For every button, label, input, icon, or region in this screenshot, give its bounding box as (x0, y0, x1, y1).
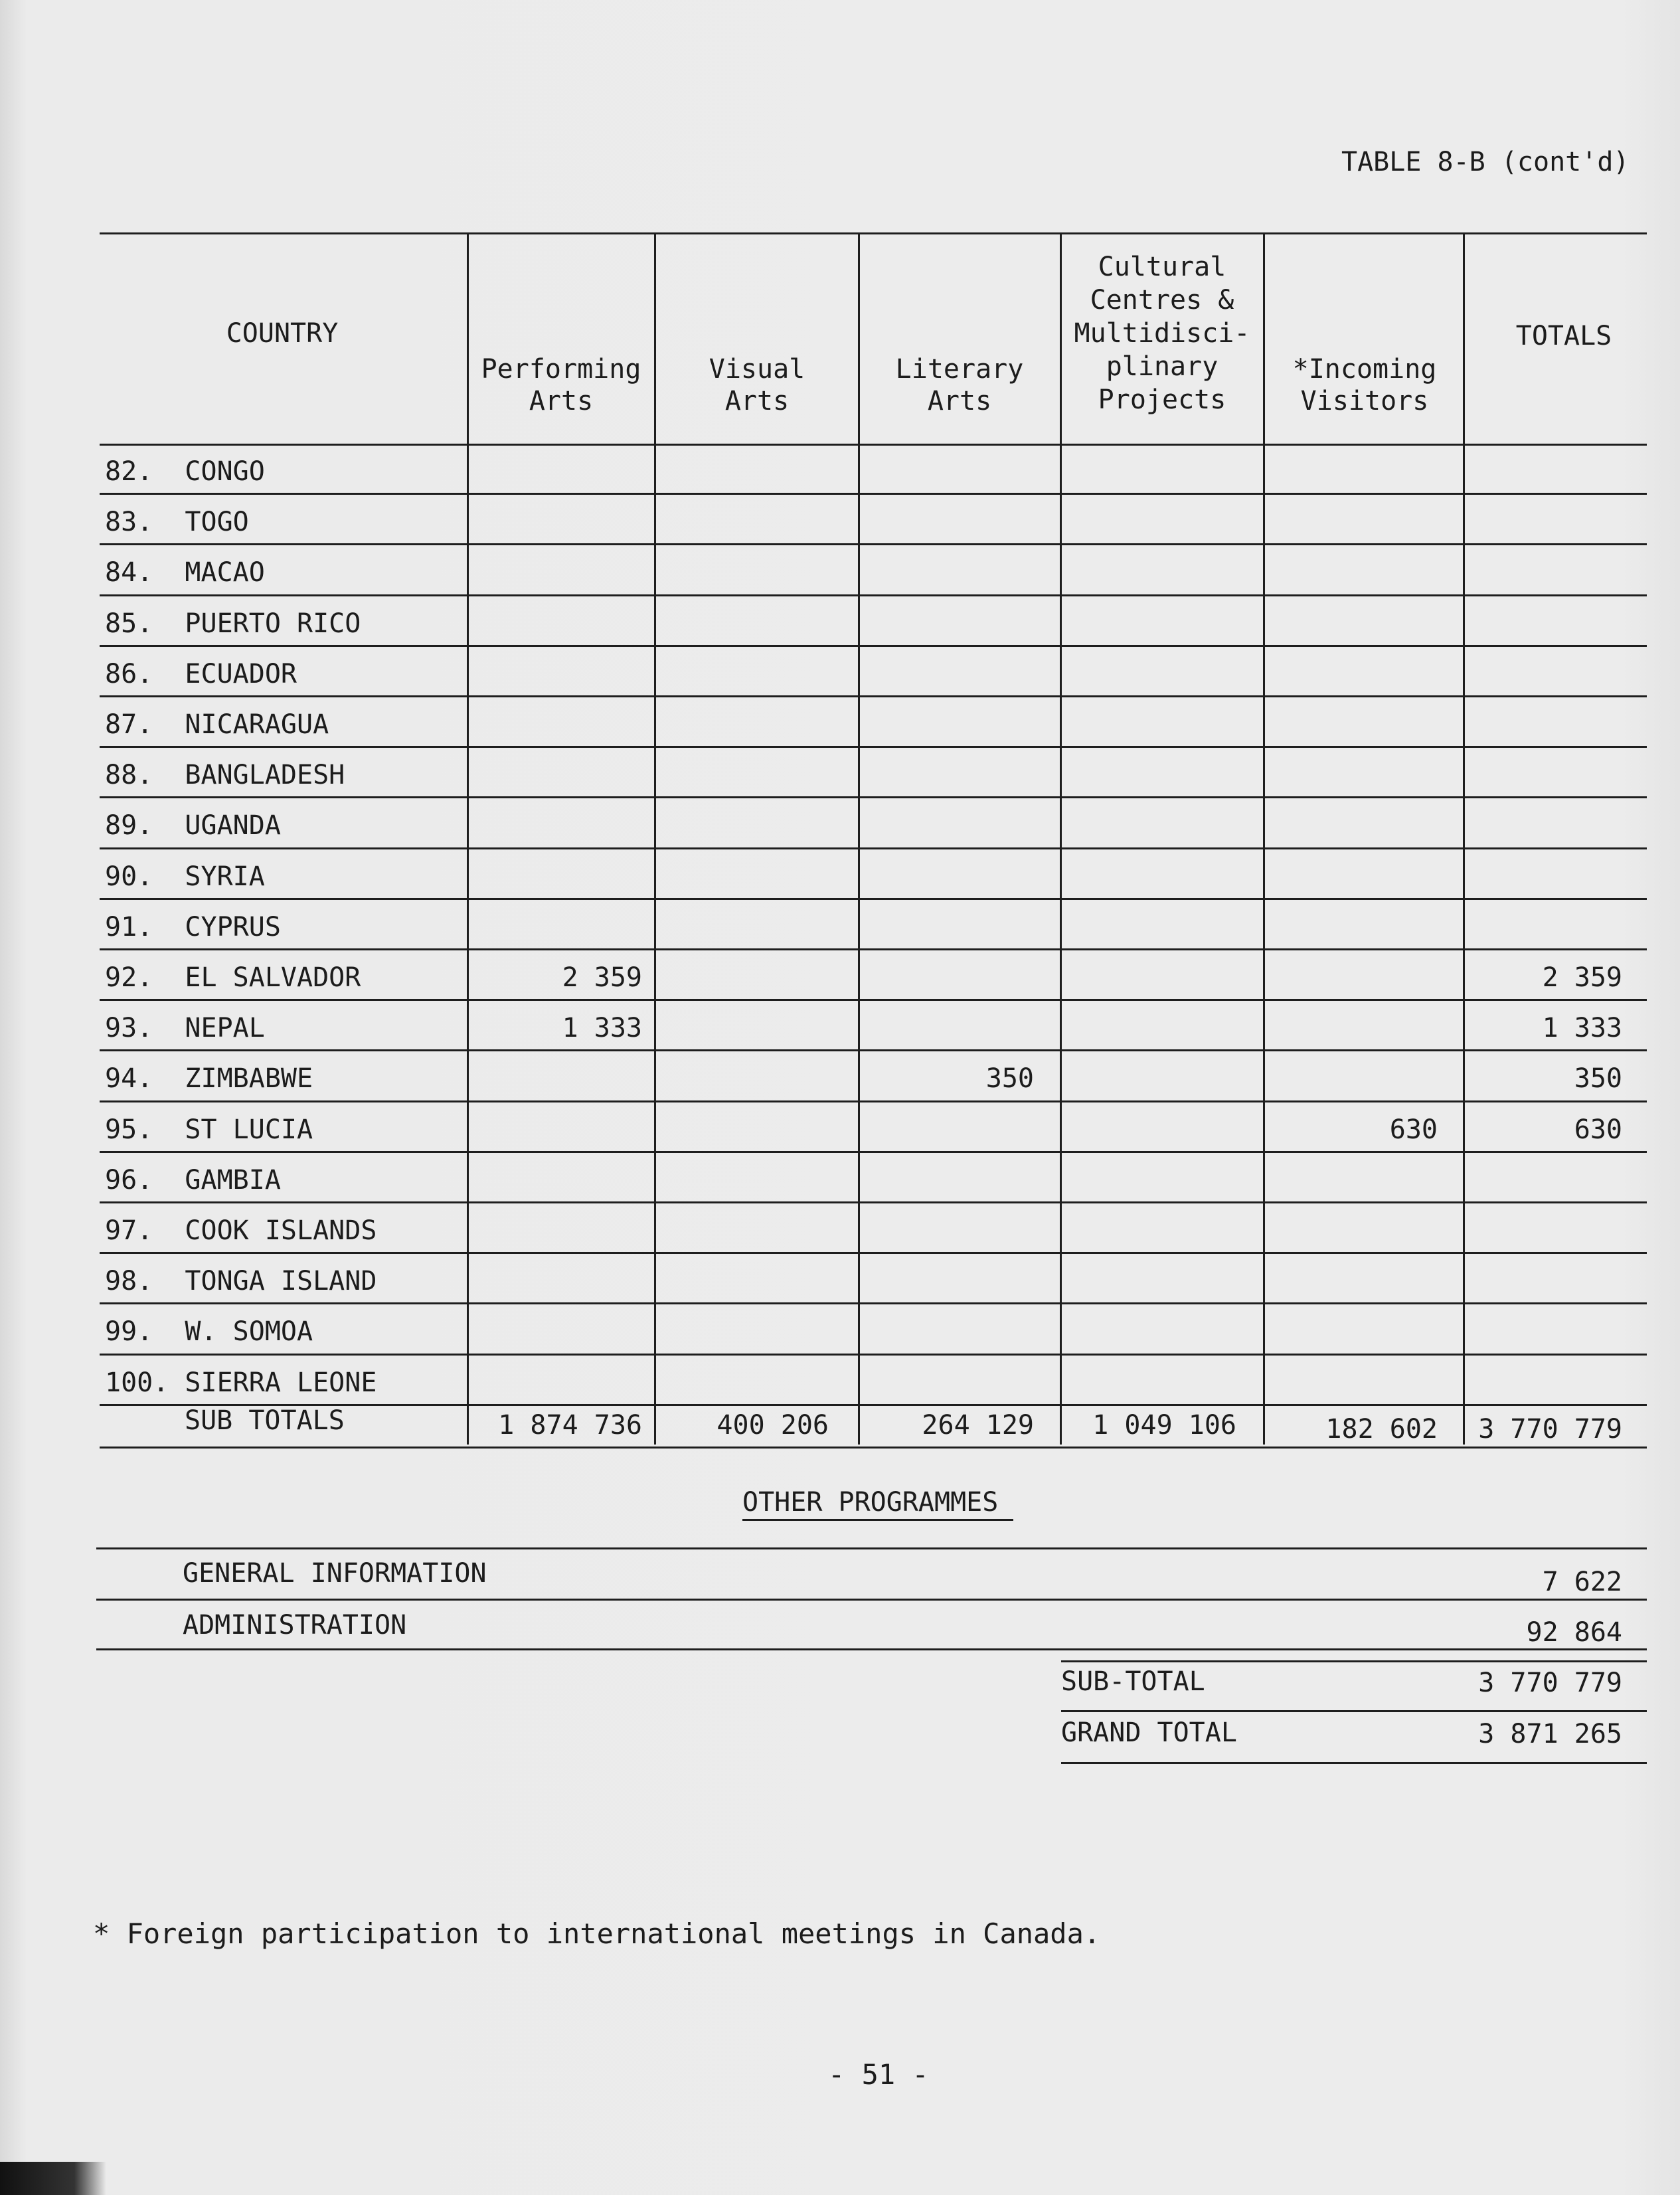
rule (1061, 1762, 1647, 1764)
header-literary-line2: Arts (927, 386, 992, 416)
row-rule (100, 543, 1647, 545)
row-country: 82. CONGO (105, 456, 265, 487)
header-literary-line1: Literary (895, 354, 1024, 385)
column-rule (467, 234, 469, 1445)
row-rule (100, 948, 1647, 950)
header-country: COUNTRY (226, 318, 339, 349)
row-rule (100, 594, 1647, 596)
row-rule (100, 898, 1647, 900)
row-total-value: 630 (1574, 1114, 1622, 1145)
subtotal-total: 3 770 779 (1478, 1414, 1622, 1445)
header-cultural-line1: Cultural (1098, 252, 1226, 282)
row-rule (100, 695, 1647, 697)
rule (96, 1547, 1647, 1549)
header-visual-line1: Visual (709, 354, 805, 385)
row-rule (100, 493, 1647, 495)
column-rule (858, 234, 860, 1445)
row-performing-value: 1 333 (562, 1013, 642, 1044)
header-cultural-line4: plinary (1106, 351, 1218, 382)
row-total-value: 350 (1574, 1063, 1622, 1095)
table-top-rule (100, 232, 1647, 234)
row-rule (100, 796, 1647, 798)
row-country: 91. CYPRUS (105, 911, 281, 942)
other-item-value: 92 864 (1526, 1617, 1622, 1648)
subtotal-incoming: 182 602 (1325, 1414, 1438, 1445)
header-incoming-line1: *Incoming (1292, 354, 1437, 385)
row-total-value: 1 333 (1542, 1013, 1622, 1044)
other-item-label: GENERAL INFORMATION (183, 1558, 487, 1589)
row-country: 90. SYRIA (105, 861, 265, 892)
header-bottom-rule (100, 444, 1647, 446)
header-cultural-line3: Multidisci- (1074, 318, 1250, 349)
subtotal-performing: 1 874 736 (498, 1410, 642, 1441)
row-country: 94. ZIMBABWE (105, 1063, 313, 1095)
row-country: 84. MACAO (105, 557, 265, 588)
grand-total-label: GRAND TOTAL (1061, 1717, 1237, 1748)
header-performing-line1: Performing (481, 354, 641, 385)
subtotal-literary: 264 129 (922, 1410, 1034, 1441)
row-rule (100, 1252, 1647, 1254)
header-cultural-line5: Projects (1098, 385, 1226, 415)
row-country: 93. NEPAL (105, 1013, 265, 1044)
row-rule (100, 1201, 1647, 1203)
row-country: 97. COOK ISLANDS (105, 1215, 377, 1246)
other-item-value: 7 622 (1542, 1567, 1622, 1597)
column-rule (654, 234, 656, 1445)
subtotal-visual: 400 206 (716, 1410, 829, 1441)
row-incoming-value: 630 (1389, 1114, 1438, 1145)
page-number: - 51 - (828, 2058, 929, 2091)
subtotal-cultural: 1 049 106 (1092, 1410, 1236, 1441)
sub-total-label: SUB-TOTAL (1061, 1666, 1205, 1697)
row-country: 83. TOGO (105, 507, 249, 538)
row-total-value: 2 359 (1542, 962, 1622, 993)
row-rule (100, 847, 1647, 849)
row-performing-value: 2 359 (562, 962, 642, 993)
subtotals-label: SUB TOTALS (185, 1405, 345, 1436)
row-rule (100, 645, 1647, 647)
row-country: 92. EL SALVADOR (105, 962, 361, 993)
rule (1061, 1710, 1647, 1712)
row-country: 95. ST LUCIA (105, 1114, 313, 1145)
sub-total-value: 3 770 779 (1478, 1668, 1622, 1698)
page-edge-shadow (0, 2162, 106, 2195)
row-rule (100, 1302, 1647, 1304)
table-label: TABLE 8-B (cont'd) (1341, 147, 1630, 177)
row-country: 88. BANGLADESH (105, 760, 345, 791)
column-rule (1263, 234, 1265, 1445)
rule (96, 1599, 1647, 1601)
subtotal-rule (100, 1447, 1647, 1449)
rule (96, 1648, 1647, 1650)
row-literary-value: 350 (985, 1063, 1034, 1095)
rule (1061, 1660, 1647, 1662)
header-cultural-line2: Centres & (1090, 285, 1234, 315)
other-item-label: ADMINISTRATION (183, 1610, 407, 1640)
row-rule (100, 999, 1647, 1001)
row-rule (100, 746, 1647, 748)
row-country: 96. GAMBIA (105, 1164, 281, 1195)
row-country: 98. TONGA ISLAND (105, 1266, 377, 1297)
row-rule (100, 1354, 1647, 1356)
row-rule (100, 1049, 1647, 1051)
row-rule (100, 1100, 1647, 1102)
other-programmes-underline (742, 1519, 1013, 1521)
header-incoming-line2: Visitors (1300, 386, 1429, 416)
header-performing-line2: Arts (529, 386, 594, 416)
footnote: * Foreign participation to international meetings in Canada. (93, 1917, 1101, 1950)
column-rule (1060, 234, 1062, 1445)
row-country: 87. NICARAGUA (105, 709, 329, 740)
row-rule (100, 1151, 1647, 1153)
column-rule (1463, 234, 1465, 1445)
header-visual-line2: Arts (724, 386, 790, 416)
grand-total-value: 3 871 265 (1478, 1719, 1622, 1749)
row-country: 89. UGANDA (105, 810, 281, 841)
row-country: 100. SIERRA LEONE (105, 1367, 377, 1398)
row-country: 86. ECUADOR (105, 658, 297, 689)
row-country: 85. PUERTO RICO (105, 608, 361, 639)
other-programmes-title: OTHER PROGRAMMES (742, 1487, 999, 1518)
header-totals: TOTALS (1515, 321, 1612, 351)
row-country: 99. W. SOMOA (105, 1316, 313, 1348)
